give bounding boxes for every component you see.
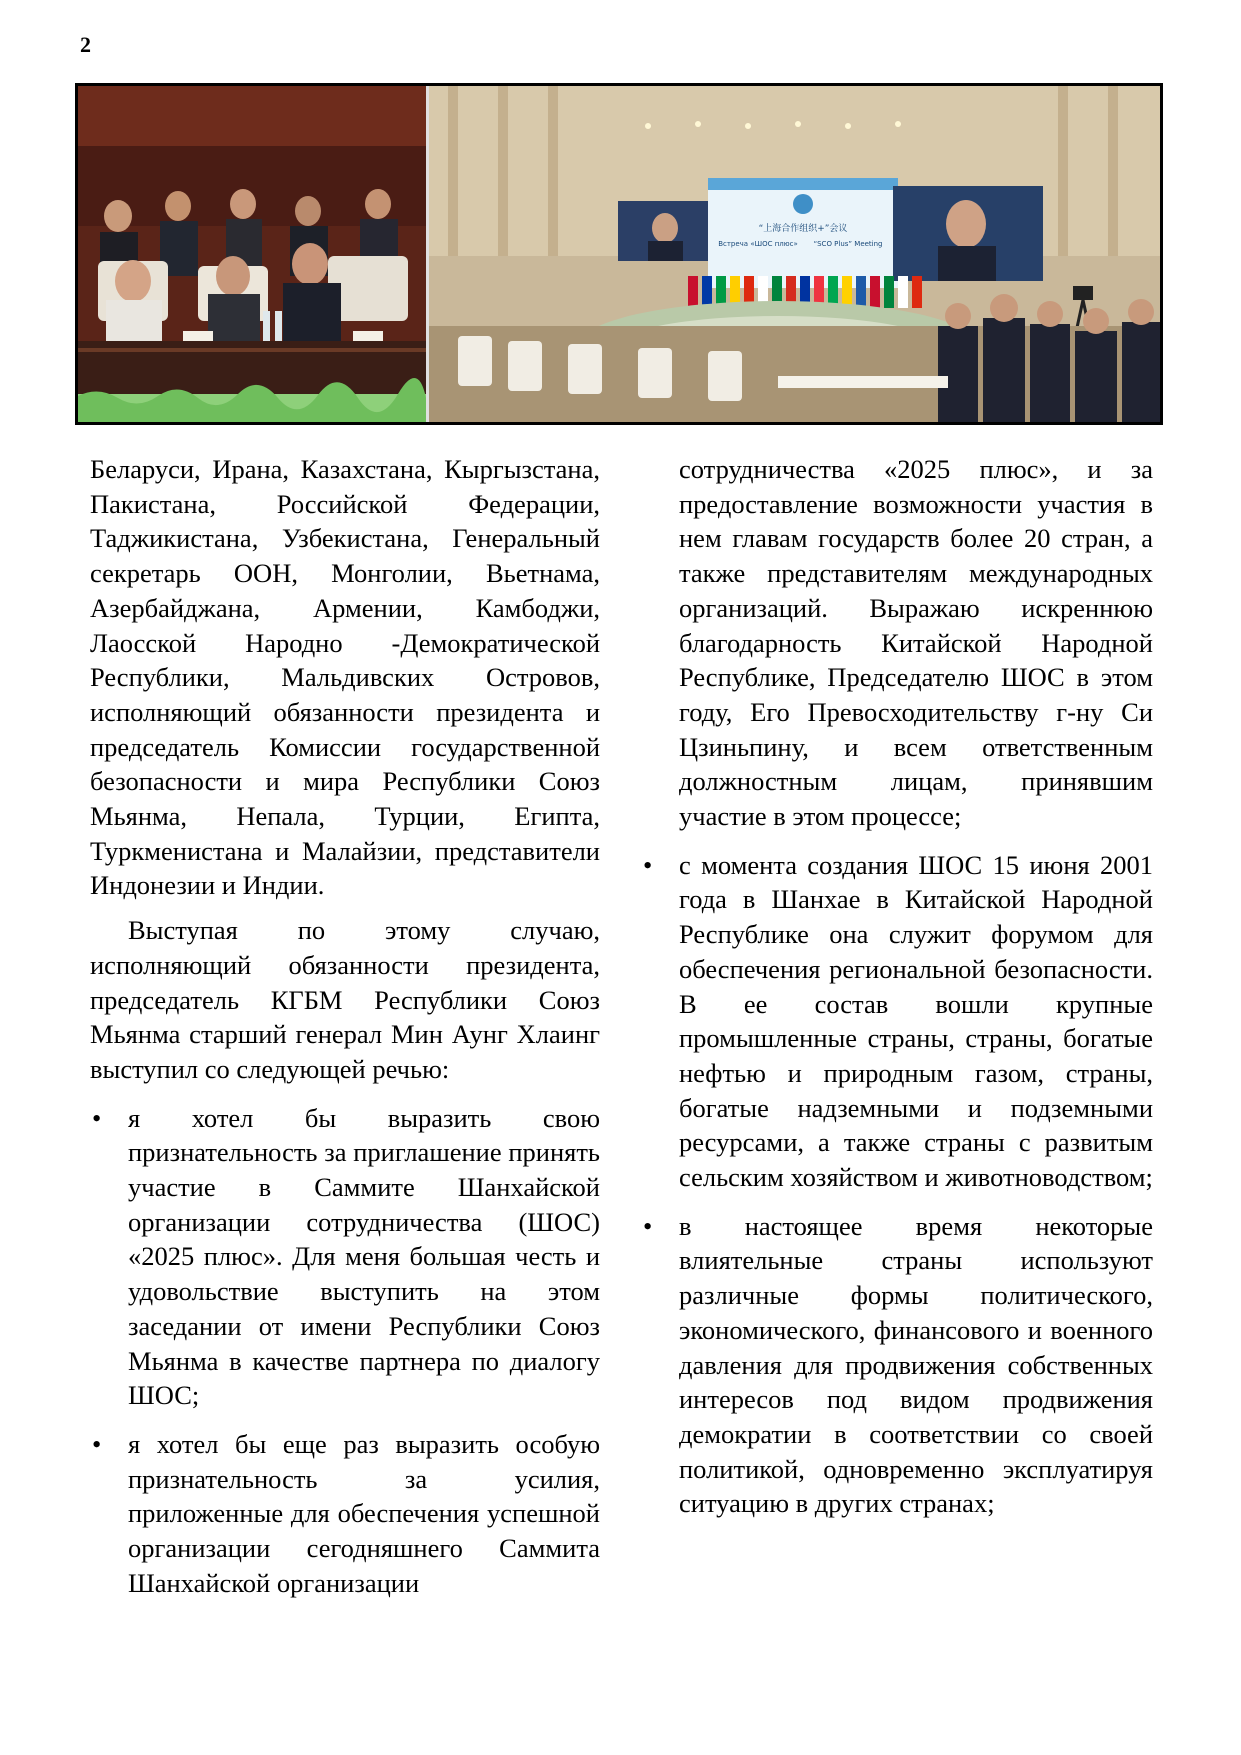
intro-paragraph: Беларуси, Ирана, Казахстана, Кыргызстана, Пакистана, Российской Федерации, Таджикистана, Узбекистана, Генеральный секретарь ООН, Монголии, Вьетнама, Азербайджана, Армении, Камбоджи, Лаосской Народно -Демократической Республики, Мальдивских Островов, исполняющий обязанности президента и председатель Комиссии государственной безопасности и мира Республики Союз Мьянма, Непала, Турции, Египта, Туркменистана и Малайзии, представители Индонезии и Индии.: [90, 454, 600, 901]
list-item: • в настоящее время некоторые влиятельные страны используют различные формы политического, экономического, финансового и военного давления для продвижения собственных интересов под видом продвижения демократии в соответствии со своей политикой, одновременно эксплуатируя ситуацию в других странах;: [641, 1209, 1153, 1521]
speech-intro-paragraph: Выступая по этому случаю, исполняющий обязанности президента, председатель КГБМ Республики Союз Мьянма старший генерал Мин Аунг Хлаинг выступил со следующей речью:: [90, 915, 600, 1084]
left-column: [90, 452, 600, 1601]
speech-bullet-list: [90, 1101, 600, 1601]
conference-hall-photo: [429, 86, 1160, 422]
list-item: • я хотел бы выразить свою признательность за приглашение принять участие в Саммите Шанхайской организации сотрудничества (ШОС) «2025 плюс». Для меня большая честь и удовольствие выступить на этом заседании от имени Республики Союз Мьянма в качестве партнера по диалогу ШОС;: [90, 1101, 600, 1413]
banner-russian-text: Встреча «ШОС плюс»: [718, 240, 798, 248]
page-number: 2: [80, 32, 91, 57]
list-item: • я хотел бы еще раз выразить особую признательность за усилия, приложенные для обеспечения успешной организации сегодняшнего Саммита Шанхайской организации: [90, 1427, 600, 1601]
banner-english-text: “SCO Plus” Meeting: [813, 240, 883, 248]
delegation-photo: [78, 86, 426, 422]
banner-chinese-text: “上海合作组织+”会议: [758, 224, 848, 234]
summit-photo-collage: [75, 83, 1163, 425]
list-item: • с момента создания ШОС 15 июня 2001 года в Шанхае в Китайской Народной Республике она служит форумом для обеспечения региональной безопасности. В ее состав вошли крупные промышленные страны, страны, богатые нефтью и природным газом, страны, богатые надземными и подземными ресурсами, а также страны с развитым сельским хозяйством и животноводством;: [641, 848, 1153, 1195]
continuation-paragraph: сотрудничества «2025 плюс», и за предоставление возможности участия в нем главам государств более 20 стран, а также представителям международных организаций. Выражаю искреннюю благодарность Китайской Народной Республике, Председателю ШОС в этом году, Его Превосходительству г-ну Си Цзиньпину, и всем ответственным должностным лицам, принявшим участие в этом процессе;: [679, 454, 1153, 832]
right-column: [641, 452, 1153, 1521]
speech-bullet-list: [641, 848, 1153, 1521]
